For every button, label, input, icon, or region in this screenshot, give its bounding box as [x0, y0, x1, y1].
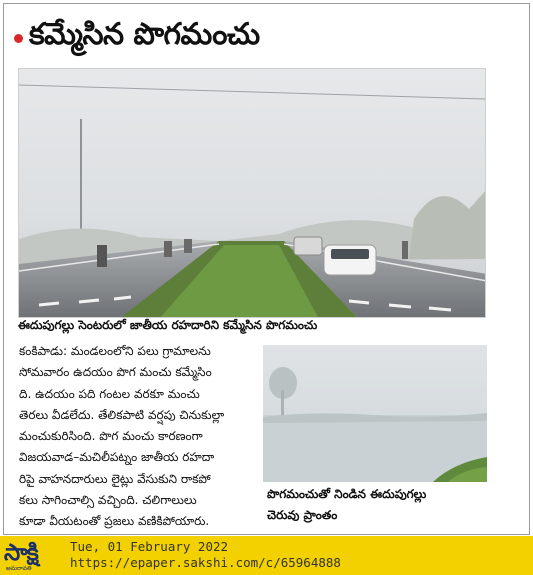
small-caption-line: పొగమంచుతో నిండిన ఈదుపుగల్లు: [267, 487, 427, 501]
body-line: విజయవాడ–మచిలీపట్నం జాతీయ రహదా: [19, 450, 215, 465]
footer-url-link[interactable]: https://epaper.sakshi.com/c/65964888: [70, 555, 341, 570]
body-line: సోమవారం ఉదయం పొగ మంచు కమ్మేసిం: [19, 365, 212, 380]
body-line: మంచుకురిసింది. పొగ మంచు కారణంగా: [19, 429, 203, 444]
article-headline: [14, 16, 260, 60]
sakshi-logo: [4, 540, 62, 572]
footer-bar: [0, 536, 533, 575]
headline-text: కమ్మేసిన పొగమంచు: [29, 17, 260, 52]
footer-date: Tue, 01 February 2022: [70, 539, 229, 554]
body-line: కంకిపాడు: మండలంలోని పలు గ్రామాలను: [19, 344, 211, 358]
small-caption-line: చెరువు ప్రాంతం: [267, 508, 338, 522]
headline-bullet-icon: [14, 34, 23, 43]
body-line: ది. ఉదయం పది గంటల వరకూ మంచు: [19, 386, 200, 401]
logo-subtext: అమరావతి: [6, 565, 32, 572]
body-line: రిపై వాహనదారులు లైట్లు వేసుకుని రాకపో: [19, 471, 211, 486]
body-line: కూడా వీయటంతో ప్రజలు వణికిపోయారు.: [19, 514, 210, 529]
main-photo-caption: ఈదుపుగల్లు సెంటరులో జాతీయ రహదారిని కమ్మేసిన పొగమంచు: [18, 318, 318, 332]
body-line: కలు సాగించాల్సి వచ్చింది. చలిగాలులు: [19, 493, 197, 508]
logo-text: సాక్షి: [4, 540, 38, 566]
body-line: తెరలు వీడలేదు. తేలికపాటి వర్షపు చినుకుల్లా: [19, 407, 225, 422]
small-photo-foggy-lake: [263, 345, 487, 482]
article-body: [19, 341, 259, 533]
main-photo-foggy-highway: [18, 68, 486, 318]
small-photo-caption: [267, 484, 487, 526]
